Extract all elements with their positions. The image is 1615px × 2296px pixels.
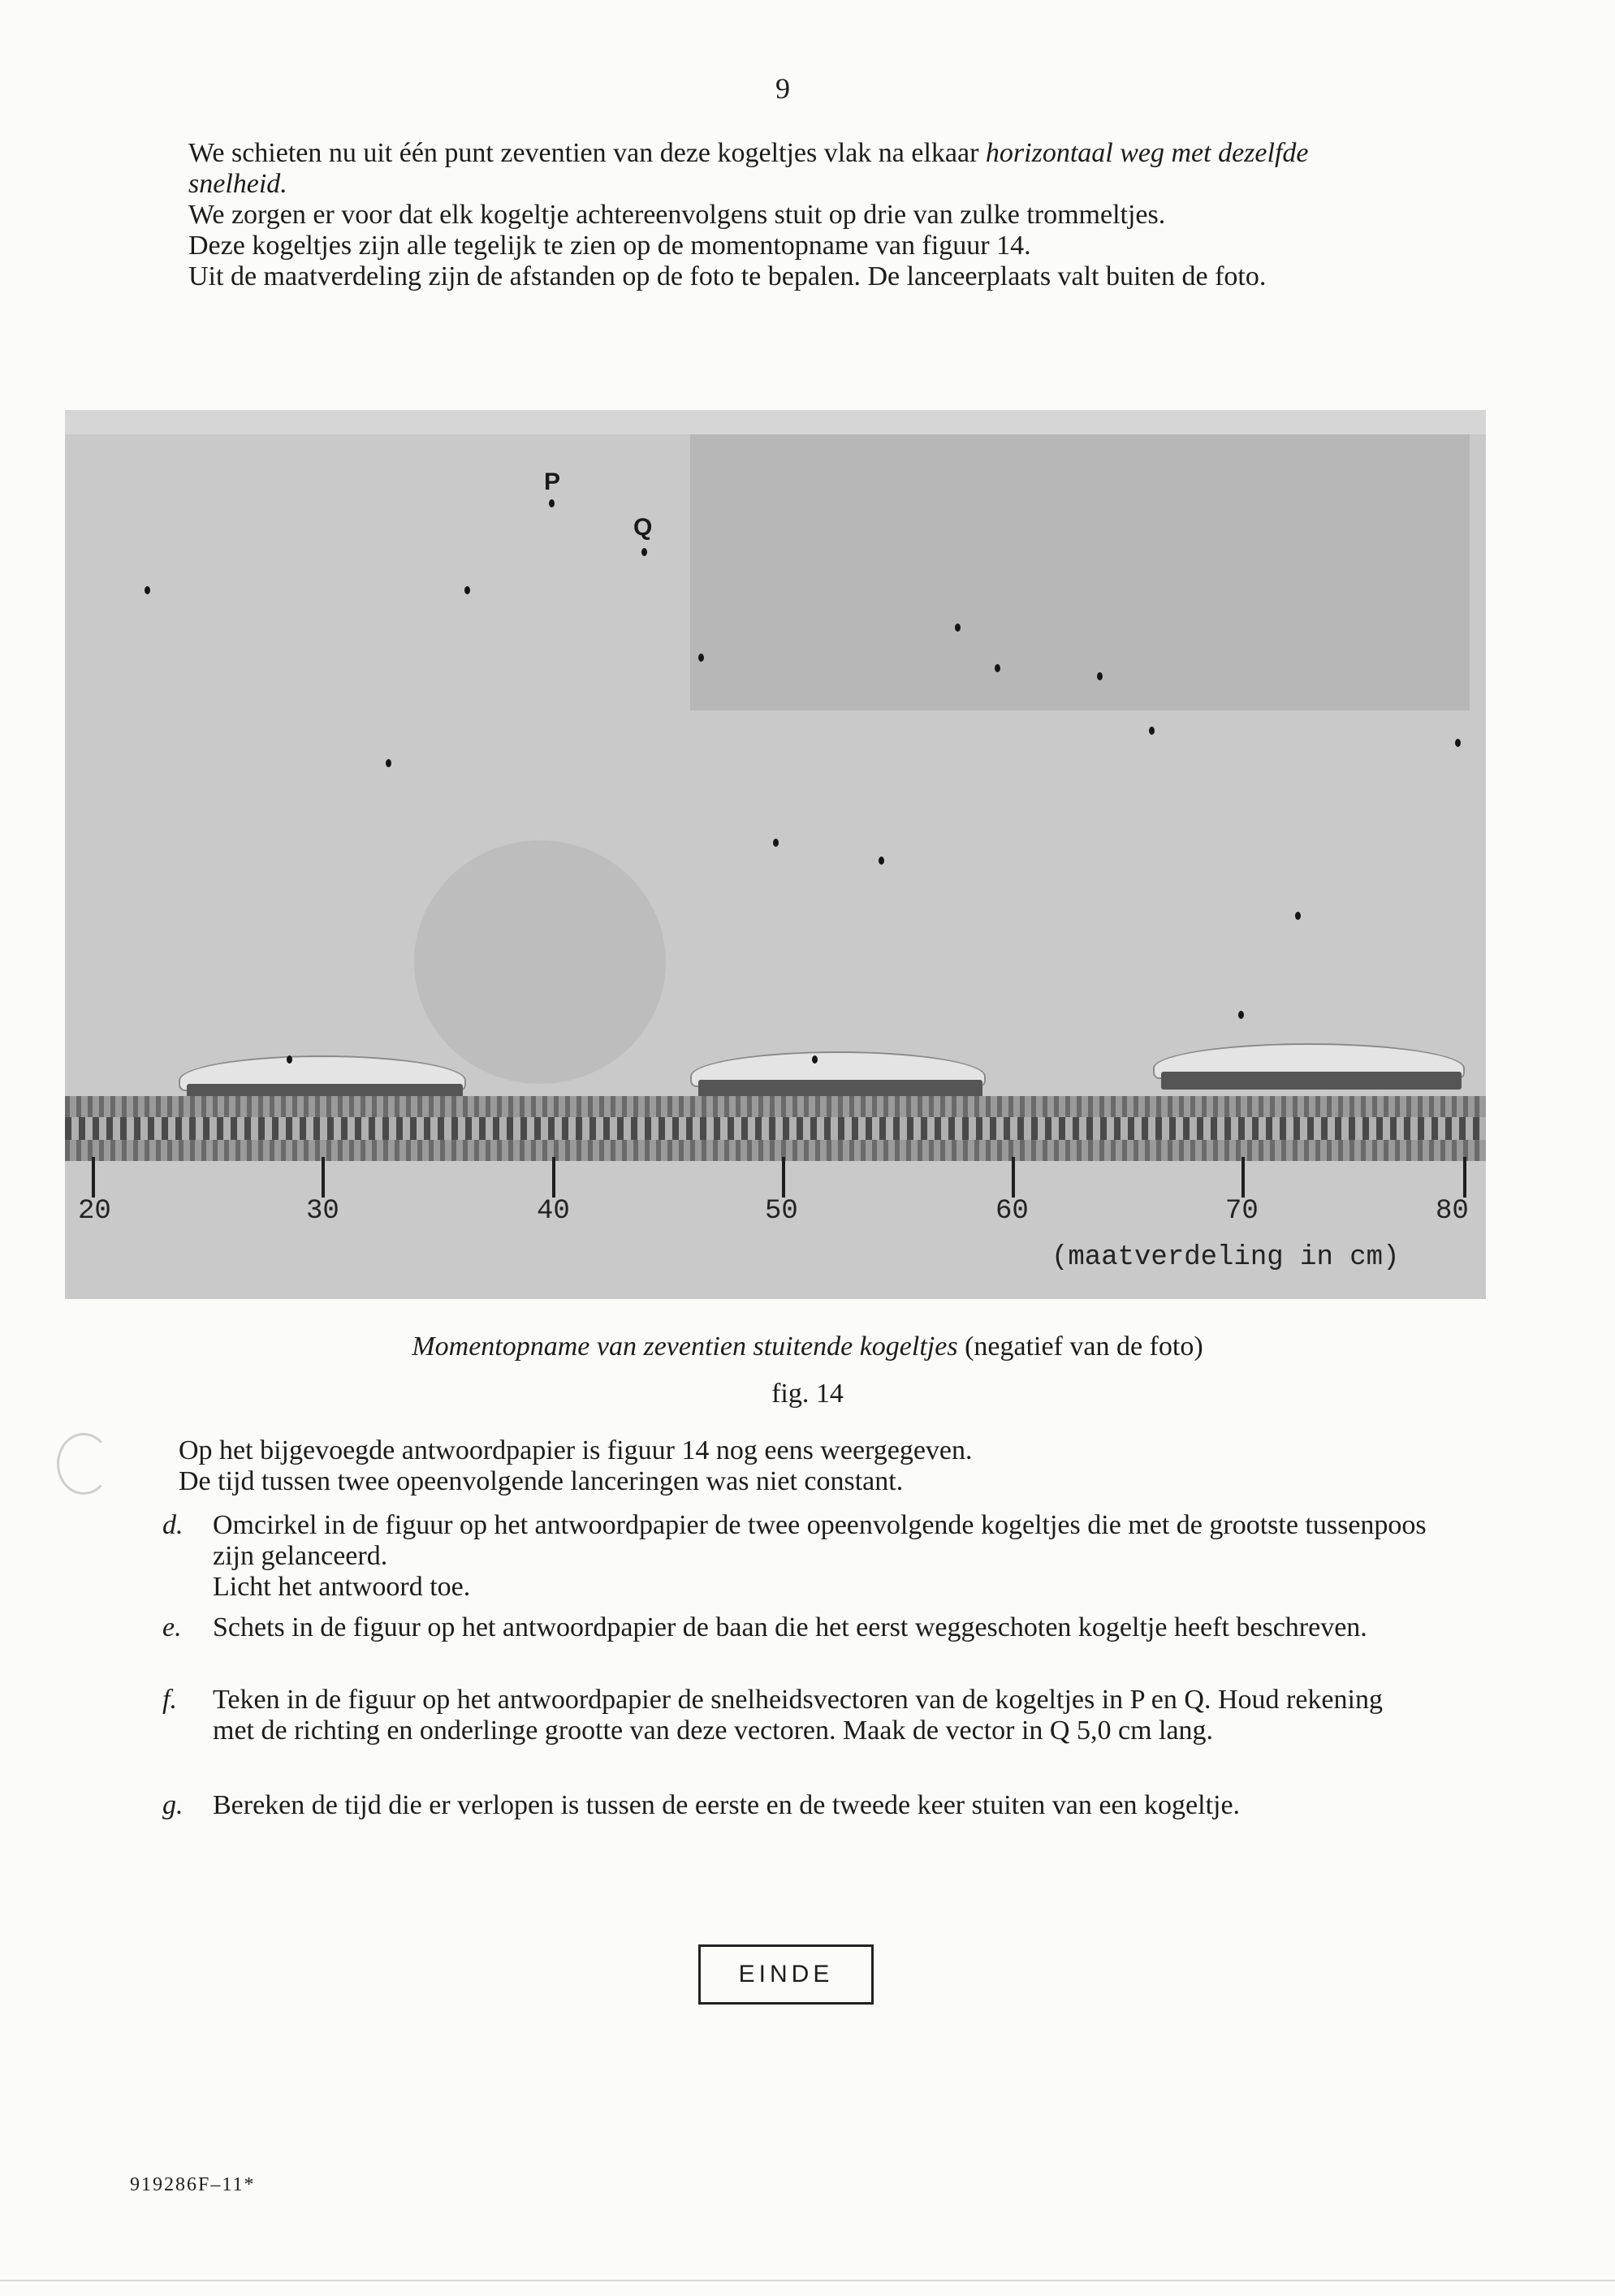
drum-2-base (698, 1080, 982, 1098)
ball (698, 654, 704, 662)
intro-line-2: We zorgen er voor dat elk kogeltje achtereenvolgens stuit op drie van zulke trommeltjes. (188, 200, 1166, 230)
scale-label-30: 30 (306, 1196, 339, 1227)
scale-tick (322, 1157, 325, 1198)
ball (995, 664, 1000, 672)
question-d (162, 1510, 1429, 1603)
answer-intro-line-2: De tijd tussen twee opeenvolgende lanceringen was niet constant. (179, 1466, 904, 1496)
ball (1238, 1011, 1244, 1019)
question-letter: g. (162, 1790, 184, 1820)
page-number: 9 (775, 72, 790, 105)
intro-line-3: Deze kogeltjes zijn alle tegelijk te zien op de momentopname van figuur 14. (188, 231, 1031, 261)
ball (464, 586, 470, 594)
ball (773, 839, 779, 847)
scale-label-20: 20 (78, 1196, 111, 1227)
figure-photo (65, 410, 1486, 1299)
ruler-strip (65, 1096, 1486, 1161)
intro-line-1: We schieten nu uit één punt zeventien van deze kogeltjes vlak na elkaar horizontaal weg met dezelfde snelheid. (188, 138, 1309, 199)
punch-hole-bottom (57, 1433, 110, 1495)
question-letter: e. (162, 1612, 182, 1642)
ball (879, 857, 884, 865)
answer-intro (179, 1435, 1397, 1497)
scale-tick (1241, 1157, 1245, 1198)
scale-tick (782, 1157, 785, 1198)
bottom-rule (0, 2280, 1615, 2281)
question-letter: f. (162, 1685, 177, 1715)
photo-background-disc (414, 840, 666, 1084)
question-f (162, 1685, 1429, 1746)
ball (549, 499, 555, 507)
intro-line-4: Uit de maatverdeling zijn de afstanden op de foto te bepalen. De lanceerplaats valt buiten de foto. (188, 261, 1267, 291)
intro-text (188, 138, 1406, 292)
figure-caption: Momentopname van zeventien stuitende kogeltjes (negatief van de foto) (412, 1331, 1203, 1362)
scale-tick (1463, 1157, 1466, 1198)
ball (145, 586, 150, 594)
ball (287, 1055, 292, 1064)
point-p-label: P (544, 468, 561, 495)
ball (1455, 739, 1461, 747)
ball (1149, 727, 1155, 735)
question-text: Schets in de figuur op het antwoordpapier de baan die het eerst weggeschoten kogeltje heeft beschreven. (213, 1612, 1367, 1642)
scale-tick (1012, 1157, 1015, 1198)
question-text: Bereken de tijd die er verlopen is tussen de eerste en de tweede keer stuiten van een kogeltje. (213, 1790, 1241, 1820)
question-e (162, 1612, 1429, 1643)
answer-intro-line-1: Op het bijgevoegde antwoordpapier is figuur 14 nog eens weergegeven. (179, 1435, 973, 1465)
scale-label-40: 40 (537, 1196, 570, 1227)
scale-label-60: 60 (995, 1196, 1029, 1227)
figure-label: fig. 14 (771, 1379, 844, 1409)
question-extra: Licht het antwoord toe. (213, 1572, 471, 1602)
ball (1295, 912, 1301, 920)
ball (386, 759, 391, 767)
photo-top-band (65, 410, 1486, 434)
question-text: Teken in de figuur op het antwoordpapier de snelheidsvectoren van de kogeltjes in P en Q. Houd rekening met de richting en onderlinge grootte van deze vectoren. Maak de vector in Q 5,0 cm lang. (213, 1685, 1383, 1746)
question-letter: d. (162, 1510, 184, 1540)
ball (812, 1055, 818, 1064)
scale-label-80: 80 (1436, 1196, 1469, 1227)
drum-3-base (1161, 1072, 1462, 1090)
ball (1097, 672, 1103, 680)
footer-code: 919286F–11* (130, 2174, 256, 2195)
photo-background-panel (690, 434, 1470, 710)
question-g (162, 1790, 1429, 1821)
point-q-label: Q (633, 514, 653, 541)
question-text: Omcirkel in de figuur op het antwoordpapier de twee opeenvolgende kogeltjes die met de grootste tussenpoos zijn gelanceerd. (213, 1510, 1427, 1571)
scale-label-50: 50 (765, 1196, 798, 1227)
scale-tick (92, 1157, 95, 1198)
scale-tick (552, 1157, 555, 1198)
end-box: EINDE (698, 1944, 874, 2005)
ball (955, 624, 961, 632)
scale-unit-label: (maatverdeling in cm) (1051, 1242, 1400, 1273)
scale-label-70: 70 (1225, 1196, 1259, 1227)
ball (641, 548, 647, 556)
